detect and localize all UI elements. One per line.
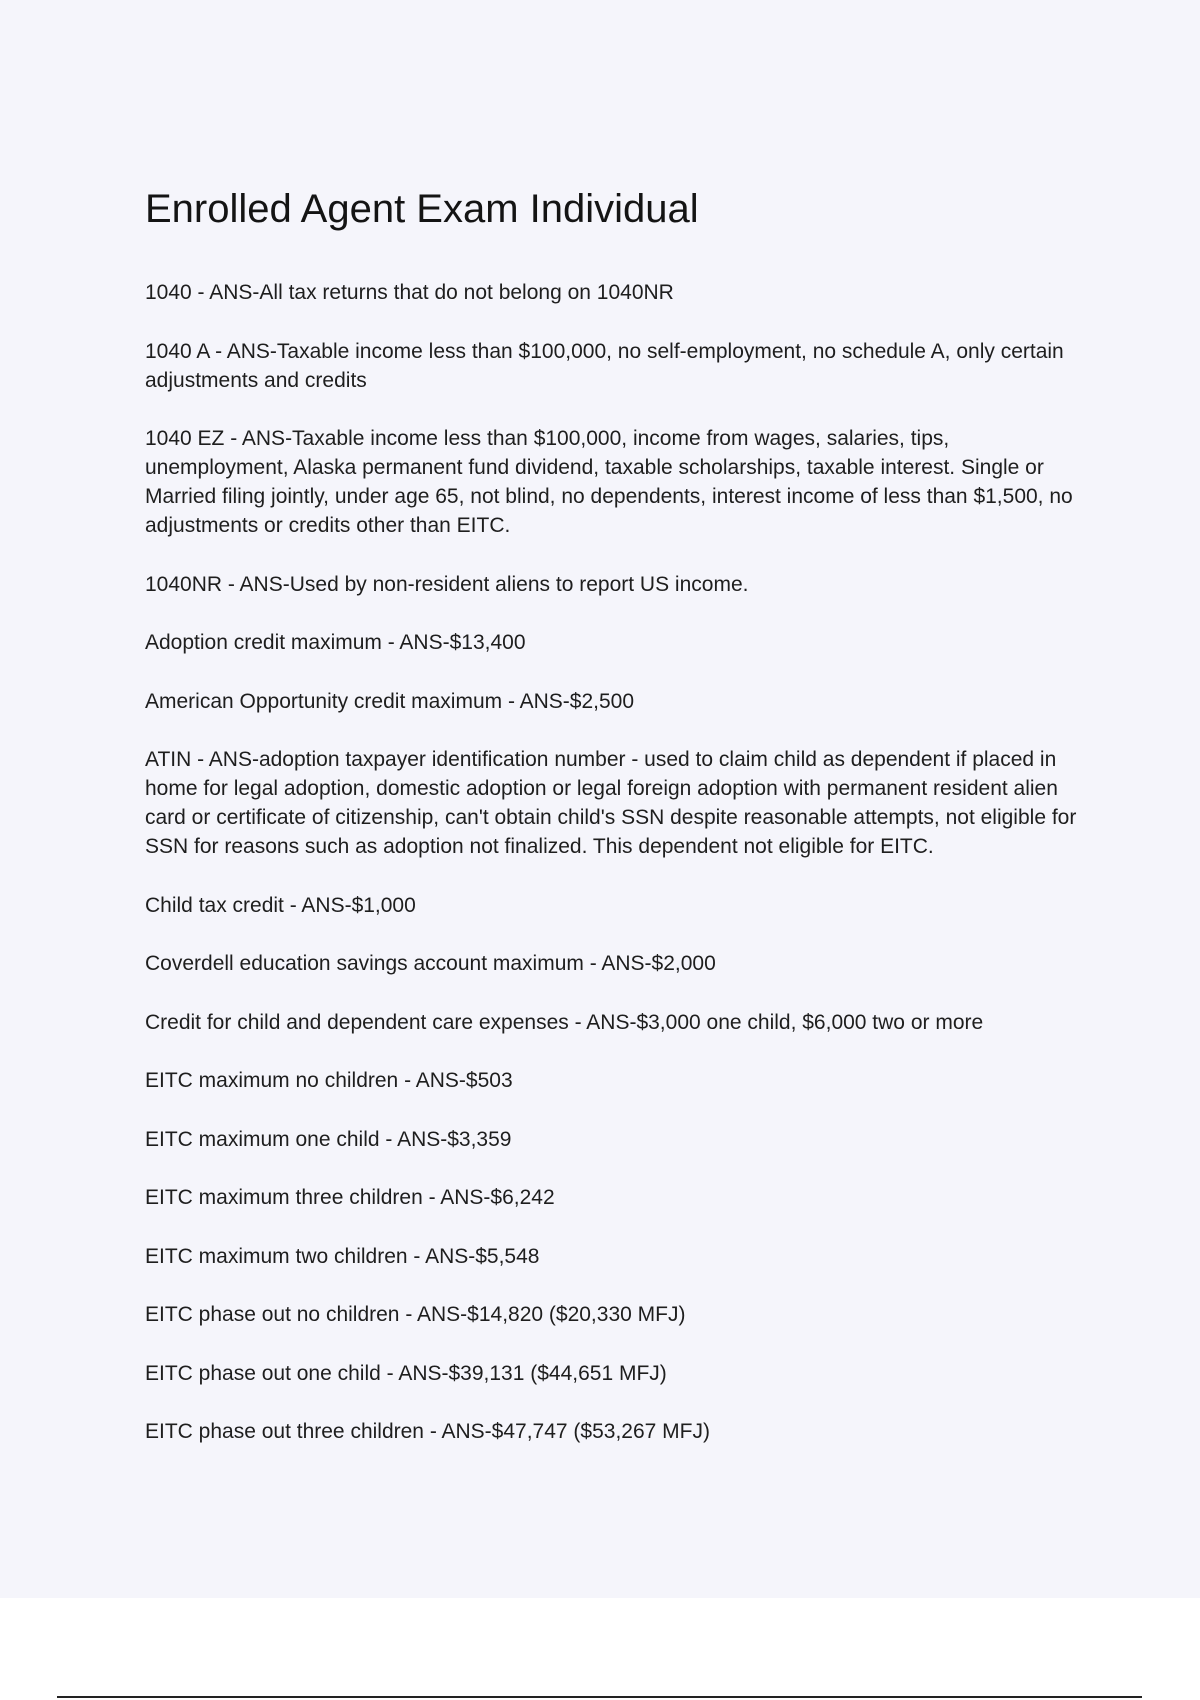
entry-list [145, 278, 1090, 1476]
footer-divider [57, 1696, 1142, 1698]
entry-american-opportunity-credit: American Opportunity credit maximum - ANS-$2,500 [145, 689, 635, 713]
entry-eitc-phaseout-no-children: EITC phase out no children - ANS-$14,820 ($20,330 MFJ) [145, 1303, 686, 1326]
entry-coverdell: Coverdell education savings account maximum - ANS-$2,000 [145, 952, 716, 975]
entry-dependent-care-credit: Credit for child and dependent care expenses - ANS-$3,000 one child, $6,000 two or more [145, 1010, 984, 1034]
entry-adoption-credit: Adoption credit maximum - ANS-$13,400 [145, 631, 526, 654]
entry-eitc-max-two-children: EITC maximum two children - ANS-$5,548 [145, 1244, 540, 1268]
entry-eitc-phaseout-three-children: EITC phase out three children - ANS-$47,747 ($53,267 MFJ) [145, 1420, 710, 1443]
entry-1040: 1040 - ANS-All tax returns that do not belong on 1040NR [145, 281, 674, 304]
entry-child-tax-credit: Child tax credit - ANS-$1,000 [145, 893, 416, 917]
entry-eitc-max-one-child: EITC maximum one child - ANS-$3,359 [145, 1127, 512, 1151]
entry-eitc-max-no-children: EITC maximum no children - ANS-$503 [145, 1069, 513, 1092]
entry-eitc-phaseout-one-child: EITC phase out one child - ANS-$39,131 ($44,651 MFJ) [145, 1361, 667, 1385]
entry-eitc-max-three-children: EITC maximum three children - ANS-$6,242 [145, 1186, 555, 1209]
entry-1040ez: 1040 EZ - ANS-Taxable income less than $100,000, income from wages, salaries, tips, unemployment, Alaska permanent fund dividend, taxable scholarships, taxable interest. Single or Married filing jointly, under age 65, not blind, no dependents, interest income of less than $1,500, no adjustments or credits other than EITC. [145, 427, 1073, 537]
entry-1040a: 1040 A - ANS-Taxable income less than $100,000, no self-employment, no schedule A, only certain adjustments and credits [145, 339, 1064, 392]
entry-atin: ATIN - ANS-adoption taxpayer identification number - used to claim child as dependent if placed in home for legal adoption, domestic adoption or legal foreign adoption with permanent resident alien card or certificate of citizenship, can't obtain child's SSN despite reasonable attempts, not eligible for SSN for reasons such as adoption not finalized. This dependent not eligible for EITC. [145, 748, 1077, 858]
document-title: Enrolled Agent Exam Individual [145, 187, 699, 231]
entry-1040nr: 1040NR - ANS-Used by non-resident aliens to report US income. [145, 572, 749, 596]
